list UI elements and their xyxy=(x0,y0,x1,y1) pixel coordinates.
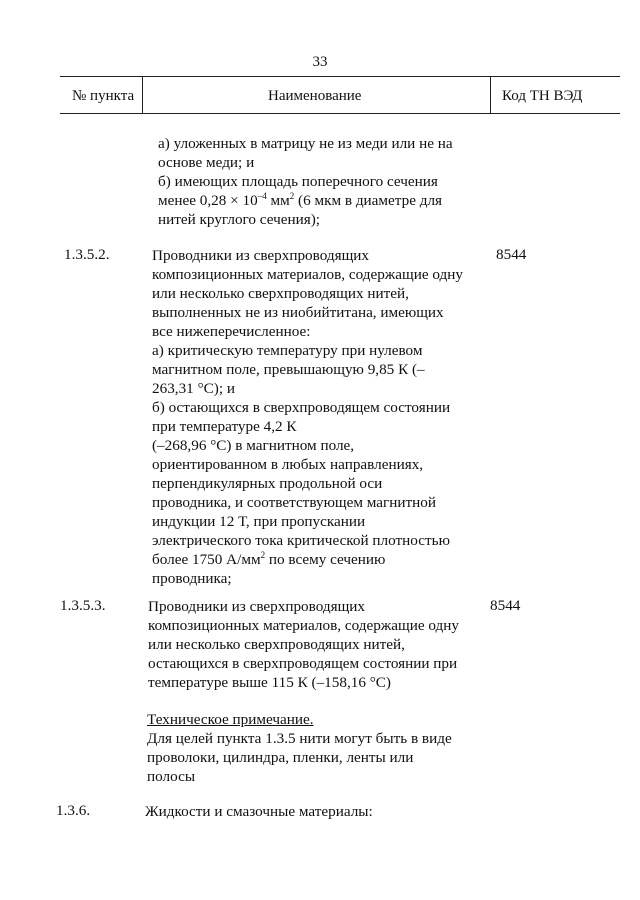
page-number: 33 xyxy=(312,54,328,70)
item-line: (–268,96 °С) в магнитном поле, xyxy=(152,437,355,454)
note-line: полосы xyxy=(147,768,196,785)
continuation-line: нитей круглого сечения); xyxy=(158,211,320,228)
item-line: электрического тока критической плотностью xyxy=(152,532,450,549)
note-line: Для целей пункта 1.3.5 нити могут быть в виде xyxy=(147,730,452,747)
note-title: Техническое примечание. xyxy=(147,711,314,728)
header-col-name: Наименование xyxy=(268,88,362,104)
item-line: проводника; xyxy=(152,570,232,587)
item-line: остающихся в сверхпроводящем состоянии при xyxy=(148,655,458,672)
item-line: а) критическую температуру при нулевом xyxy=(152,342,423,359)
item-line: Проводники из сверхпроводящих xyxy=(152,247,370,264)
item-line: все нижеперечисленное: xyxy=(152,323,311,340)
header-top-rule xyxy=(60,76,620,77)
item-number: 1.3.5.2. xyxy=(64,246,110,263)
item-line: или несколько сверхпроводящих нитей, xyxy=(148,636,405,653)
item-line-formula: более 1750 $А/мм^2$ по всему сечению xyxy=(152,550,386,568)
header-divider-2 xyxy=(490,76,491,114)
item-line: композиционных материалов, содержащие одну xyxy=(148,617,459,634)
continuation-line: б) имеющих площадь поперечного сечения xyxy=(158,173,438,190)
item-line: выполненных не из ниобийтитана, имеющих xyxy=(152,304,444,321)
continuation-line: основе меди; и xyxy=(158,154,255,171)
item-line: композиционных материалов, содержащие одну xyxy=(152,266,463,283)
technical-note xyxy=(147,710,452,786)
item-number: 1.3.5.3. xyxy=(60,597,106,614)
item-description: Жидкости и смазочные материалы: xyxy=(145,803,373,820)
item-line: при температуре 4,2 К xyxy=(152,418,297,435)
item-line: перпендикулярных продольной оси xyxy=(152,475,383,492)
header-divider-1 xyxy=(142,76,143,114)
note-line: проволоки, цилиндра, пленки, ленты или xyxy=(147,749,414,766)
item-description xyxy=(152,246,463,588)
item-line: или несколько сверхпроводящих нитей, xyxy=(152,285,409,302)
header-col-code: Код ТН ВЭД xyxy=(502,88,583,104)
item-line: индукции 12 Т, при пропускании xyxy=(152,513,366,530)
item-line: температуре выше 115 К (–158,16 °С) xyxy=(148,674,391,691)
item-line: проводника, и соответствующем магнитной xyxy=(152,494,436,511)
item-line: 263,31 °С); и xyxy=(152,380,235,397)
item-line: магнитном поле, превышающую 9,85 К (– xyxy=(152,361,425,378)
header-col-number: № пункта xyxy=(72,88,135,104)
continuation-line: а) уложенных в матрицу не из меди или не на xyxy=(158,135,453,152)
continuation-line-formula: менее $0,28 \times 10^{-4}$ $мм^2$ (6 мкм в диаметре для xyxy=(158,191,443,209)
item-number: 1.3.6. xyxy=(56,802,91,819)
item-line: б) остающихся в сверхпроводящем состоянии xyxy=(152,399,451,416)
continuation-text xyxy=(158,134,453,229)
item-code: 8544 xyxy=(496,246,527,263)
item-line: ориентированном в любых направлениях, xyxy=(152,456,424,473)
item-description xyxy=(148,597,459,692)
item-code: 8544 xyxy=(490,597,521,614)
header-bottom-rule xyxy=(60,113,620,114)
item-line: Проводники из сверхпроводящих xyxy=(148,598,366,615)
